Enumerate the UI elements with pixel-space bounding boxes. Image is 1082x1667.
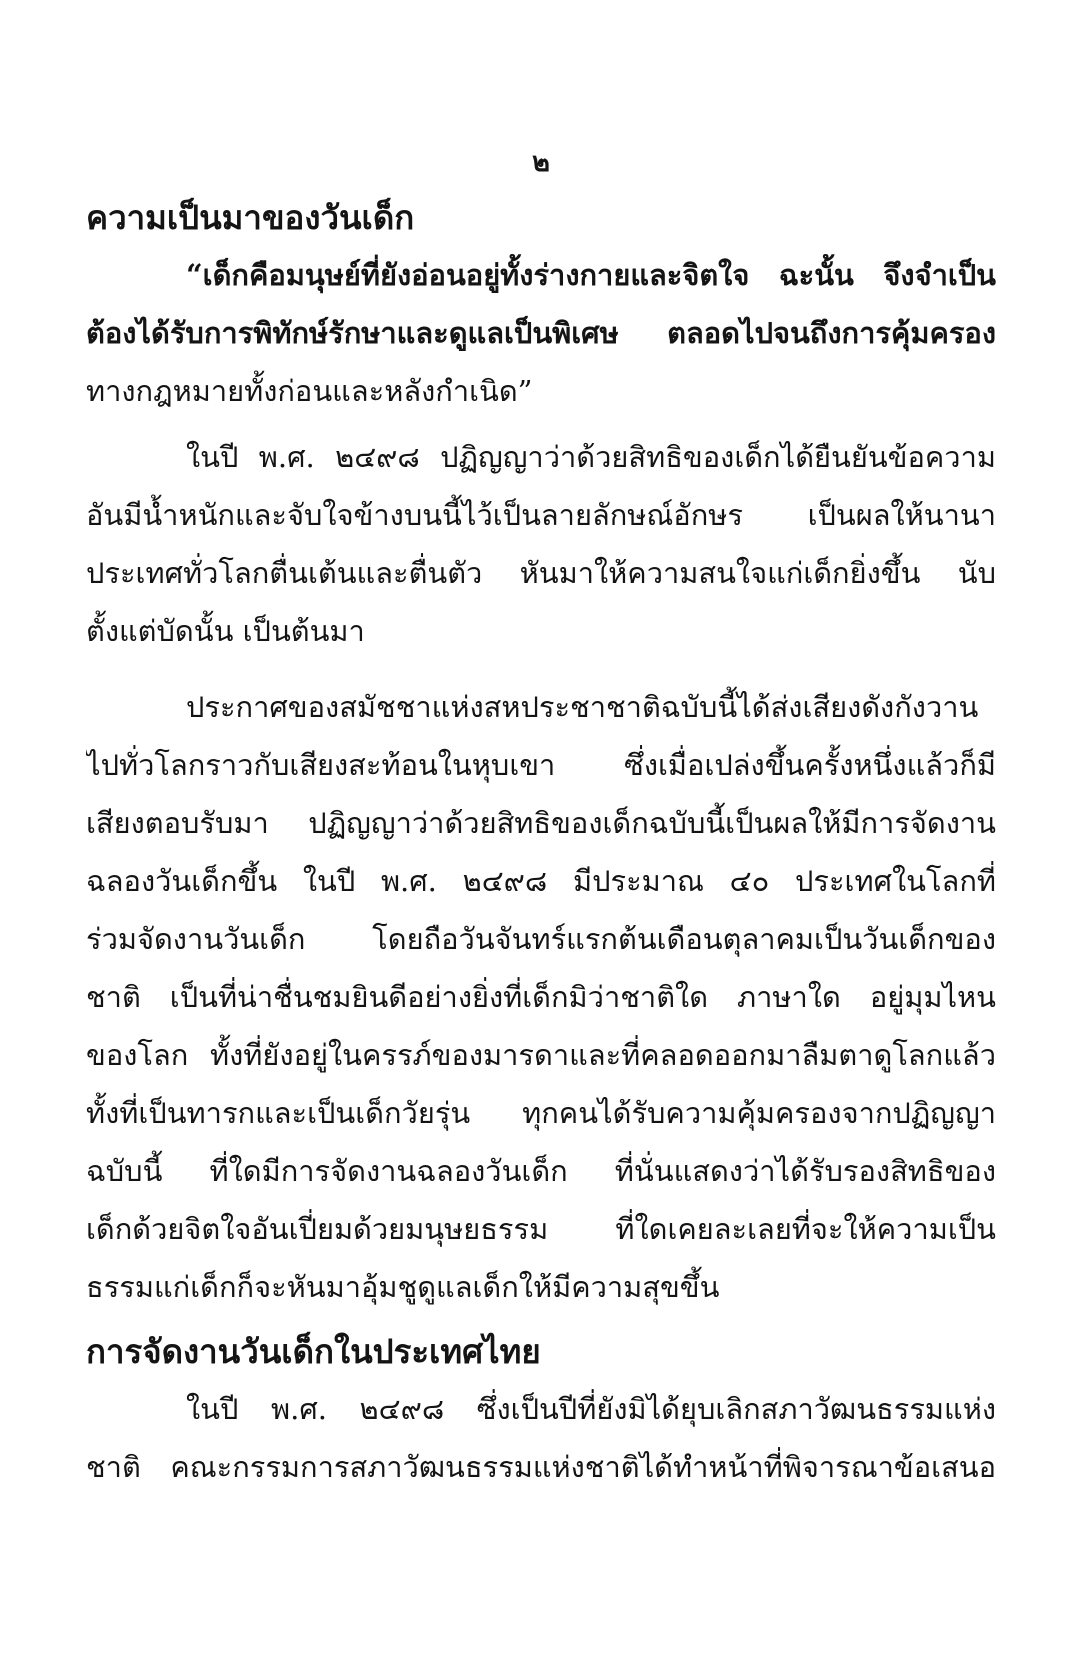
paragraph-line: ธรรมแก่เด็กก็จะหันมาอุ้มชูดูแลเด็กให้มีความสุขขึ้น	[86, 1270, 720, 1304]
quote-line: “เด็กคือมนุษย์ที่ยังอ่อนอยู่ทั้งร่างกายและจิตใจ ฉะนั้น จึงจำเป็น	[186, 258, 996, 292]
paragraph-line: ฉบับนี้ ที่ใดมีการจัดงานฉลองวันเด็ก ที่นั่นแสดงว่าได้รับรองสิทธิของ	[86, 1154, 996, 1188]
paragraph-line: ไปทั่วโลกราวกับเสียงสะท้อนในหุบเขา ซึ่งเมื่อเปล่งขึ้นครั้งหนึ่งแล้วก็มี	[86, 748, 996, 782]
paragraph-line: ในปี พ.ศ. ๒๔๙๘ ปฏิญญาว่าด้วยสิทธิของเด็กได้ยืนยันข้อความ	[186, 440, 996, 474]
section-heading-history: ความเป็นมาของวันเด็ก	[86, 198, 415, 237]
quote-line: ต้องได้รับการพิทักษ์รักษาและดูแลเป็นพิเศษ ตลอดไปจนถึงการคุ้มครอง	[86, 316, 996, 350]
paragraph-line: ร่วมจัดงานวันเด็ก โดยถือวันจันทร์แรกต้นเดือนตุลาคมเป็นวันเด็กของ	[86, 922, 996, 956]
paragraph-line: เสียงตอบรับมา ปฏิญญาว่าด้วยสิทธิของเด็กฉบับนี้เป็นผลให้มีการจัดงาน	[86, 806, 996, 840]
page-number: ๒	[532, 147, 550, 178]
paragraph-line: อันมีน้ำหนักและจับใจข้างบนนี้ไว้เป็นลายลักษณ์อักษร เป็นผลให้นานา	[86, 498, 996, 532]
paragraph-declaration	[86, 428, 996, 660]
paragraph-line: ทั้งที่เป็นทารกและเป็นเด็กวัยรุ่น ทุกคนได้รับความคุ้มครองจากปฏิญญา	[86, 1096, 996, 1130]
paragraph-line: ชาติ คณะกรรมการสภาวัฒนธรรมแห่งชาติได้ทำหน้าที่พิจารณาข้อเสนอ	[86, 1450, 996, 1484]
paragraph-line: เด็กด้วยจิตใจอันเปี่ยมด้วยมนุษยธรรม ที่ใดเคยละเลยที่จะให้ความเป็น	[86, 1212, 996, 1246]
paragraph-line: ในปี พ.ศ. ๒๔๙๘ ซึ่งเป็นปีที่ยังมิได้ยุบเลิกสภาวัฒนธรรมแห่ง	[186, 1392, 996, 1426]
paragraph-thailand	[86, 1380, 996, 1496]
quote-paragraph	[86, 246, 996, 420]
quote-line: ทางกฎหมายทั้งก่อนและหลังกำเนิด”	[86, 374, 533, 408]
paragraph-un-assembly	[86, 678, 996, 1316]
paragraph-line: ประกาศของสมัชชาแห่งสหประชาชาติฉบับนี้ได้ส่งเสียงดังกังวาน	[186, 690, 979, 724]
paragraph-line: ฉลองวันเด็กขึ้น ในปี พ.ศ. ๒๔๙๘ มีประมาณ ๔๐ ประเทศในโลกที่	[86, 864, 996, 898]
paragraph-line: ชาติ เป็นที่น่าชื่นชมยินดีอย่างยิ่งที่เด็กมิว่าชาติใด ภาษาใด อยู่มุมไหน	[86, 980, 996, 1014]
paragraph-line: ของโลก ทั้งที่ยังอยู่ในครรภ์ของมารดาและที่คลอดออกมาลืมตาดูโลกแล้ว	[86, 1038, 996, 1072]
paragraph-line: ตั้งแต่บัดนั้น เป็นต้นมา	[86, 614, 365, 648]
section-heading-thailand: การจัดงานวันเด็กในประเทศไทย	[86, 1332, 541, 1371]
page-content	[86, 190, 996, 1496]
paragraph-line: ประเทศทั่วโลกตื่นเต้นและตื่นตัว หันมาให้ความสนใจแก่เด็กยิ่งขึ้น นับ	[86, 556, 996, 590]
